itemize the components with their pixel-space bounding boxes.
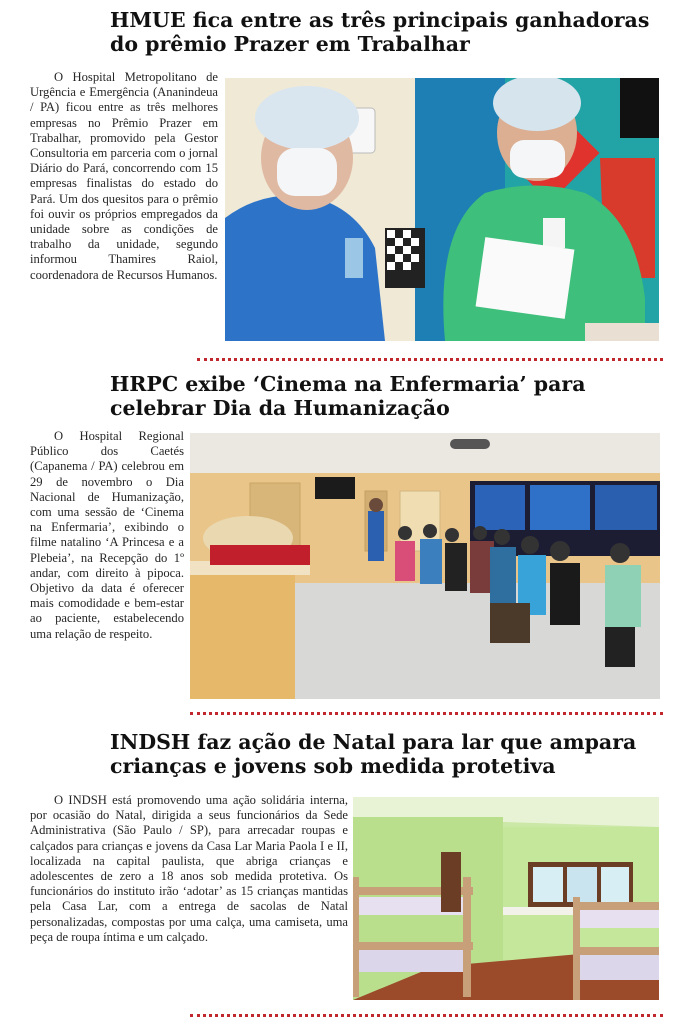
section-divider bbox=[190, 712, 663, 715]
article-1-paragraph: O Hospital Metropolitano de Urgência e Emergência (Ananindeua / PA) ficou entre as três melhores empresas no Prêmio Prazer em Trabalhar, promovido pela Gestor Consultoria em parceria com o jornal Diário do Pará, concorrendo com 15 empresas finalistas do estado do Pará. Um dos quesitos para o prêmio foi ouvir os próprios empregados da unidade sobre as condições de trabalho da unidade, segundo informou Thamires Raiol, coordenadora de Recursos Humanos. bbox=[30, 70, 218, 282]
article-1-photo bbox=[225, 78, 659, 341]
article-2-paragraph: O Hospital Regional Público dos Caetés (Capanema / PA) celebrou em 29 de novembro o Dia Nacional de Humanização, com uma sessão de ‘Cinema na Enfermaria’, exibindo o filme natalino ‘A Princesa e a Plebeia’, na Recepção do 1º andar, com direito à pipoca. Objetivo da data é oferecer mais comodidade e bem-estar ao paciente, estabelecendo uma relação de respeito. bbox=[30, 429, 184, 641]
article-3-headline: INDSH faz ação de Natal para lar que ampara crianças e jovens sob medida protetiva bbox=[110, 730, 637, 778]
article-1-body bbox=[30, 70, 218, 283]
article-2-photo bbox=[190, 433, 660, 699]
article-3-paragraph: O INDSH está promovendo uma ação solidária interna, por ocasião do Natal, dirigida a seus funcionários da Sede Administrativa (São Paulo / SP), para arrecadar roupas e calçados para crianças e jovens da Casa Lar Maria Paola I e II, localizada na capital paulista, que abriga crianças e adolescentes de zero a 18 anos sob medida protetiva. Os funcionários do instituto irão ‘adotar’ as 15 crianças mantidas pela Casa Lar, com a entrega de sacolas de Natal personalizadas, compostas por uma calça, uma camiseta, uma peça de roupa íntima e um calçado. bbox=[30, 793, 348, 944]
article-2-headline: HRPC exibe ‘Cinema na Enfermaria’ para celebrar Dia da Humanização bbox=[110, 372, 586, 420]
section-divider bbox=[197, 358, 663, 361]
cinema-room-photo bbox=[190, 433, 660, 699]
article-3-photo bbox=[353, 797, 659, 1000]
section-divider bbox=[190, 1014, 663, 1017]
article-3-body bbox=[30, 793, 348, 945]
article-2-body bbox=[30, 429, 184, 642]
bedroom-photo bbox=[353, 797, 659, 1000]
article-1-headline: HMUE fica entre as três principais ganhadoras do prêmio Prazer em Trabalhar bbox=[110, 8, 650, 56]
hospital-staff-photo bbox=[225, 78, 659, 341]
